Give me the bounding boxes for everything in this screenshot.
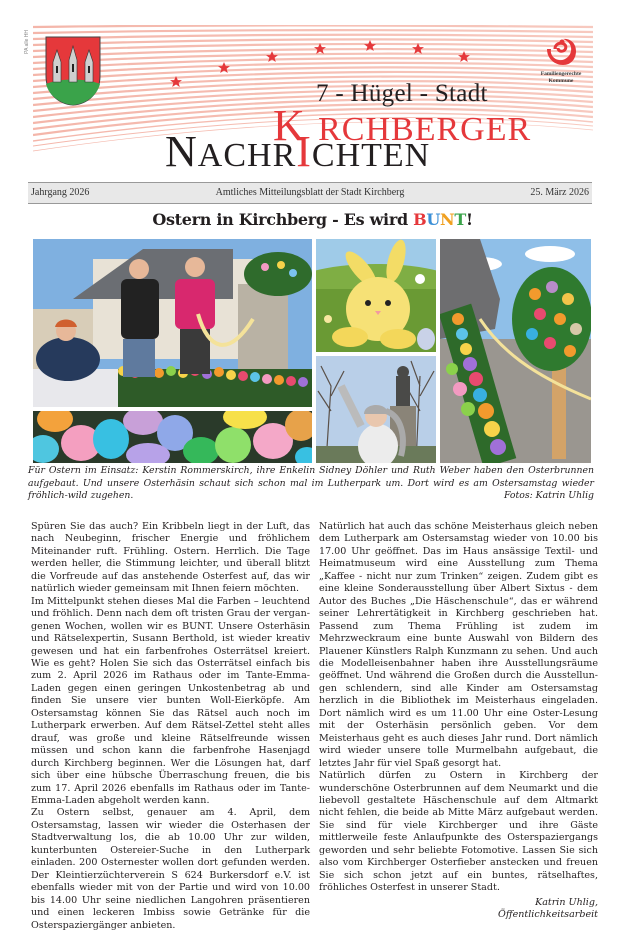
paragraph: Natürlich hat auch das schöne Meisterhaus gleich neben dem Lutherpark am Ostersamstag wieder von 10.00 bis 17.00 Uhr geöffnet. Das im Haus ansässige Textil- und Heimatmuseum wird eine Ausstellung zum Thema „Kaffee - nicht nur zum Trinken“ zeigen. Zudem gibt es eine kleine Sonderausstellung über Albert Sixtus - dem Autor des Buches „Die Häschenschule“, das er während seiner Lehrertätigkeit in Kirchberg geschrieben hat. Passend zum Thema Frühling ist zudem im Mehrzweckraum eine bunte Auswahl von Bildern des Plauener Künstlers Ralph Kunzmann zu sehen. Und auch die Modelleisenbahner haben ihre Ausstellungsräume geöffnet. Und während die Großen durch die Ausstellungen schlendern, sind alle Kinder am Ostersamstag herzlich in die Bibliothek im Meisterhaus eingeladen. Dort nämlich wird es um 11.00 Uhr eine Oster-Lesung mit der Osterhäsin persönlich geben. Vor dem Meisterhaus geht es auch dieses Jahr rund. Dort nämlich wird wieder unsere tolle Murmelbahn aufgebaut, die letztes Jahr für viel Spaß gesorgt hat. <box>319 521 598 769</box>
headline-exclamation: ! <box>465 210 473 229</box>
headline-bunt-n: N <box>440 210 455 229</box>
publication-type: Amtliches Mitteilungsblatt der Stadt Kirchberg <box>215 187 405 198</box>
star-icon <box>412 43 424 54</box>
issue-info-bar <box>28 182 592 204</box>
article-headline <box>0 210 625 229</box>
issue-date: 25. März 2026 <box>530 187 589 198</box>
photo-osterbrunnen-closeup <box>440 239 591 463</box>
star-icon <box>218 62 230 73</box>
star-icon <box>266 51 278 62</box>
star-icon <box>364 40 376 51</box>
masthead-subtitle: 7 - Hügel - Stadt <box>316 80 488 107</box>
photo-crochet-bunny <box>316 239 436 352</box>
family-badge-line2: Kommune <box>548 78 574 84</box>
paragraph: Spüren Sie das auch? Ein Kribbeln liegt in der Luft, das nach Neubeginn, frischer Energie und fröhlichem Miteinander ruft. Frühling. Ostern. Herrlich. Die Tage werden heller, die Stimmung leichter, und überall blitzt die Vorfreude auf das anstehende Osterfest auf, das wir natürlich wieder gemeinsam mit Ihnen feiern möchten. <box>31 521 310 595</box>
photo-credit: Fotos: Katrin Uhlig <box>503 490 594 502</box>
author-name: Katrin Uhlig, <box>535 896 598 908</box>
masthead-title-line1: K RCHBERGER <box>273 101 532 150</box>
family-swirl-icon <box>543 35 579 67</box>
star-icon <box>170 76 182 87</box>
headline-bunt-u: U <box>426 210 441 229</box>
caption-text: Für Ostern im Einsatz: Kerstin Rommerskirch, ihre Enkelin Sidney Döhler und Ruth Weber haben den Osterbrunnen aufgebaut. Und unsere Osterhäsin schaut sich schon mal im Lutherpark um. Dort wird es am Ostersamstag wieder fröhlich-wild zugehen. <box>28 465 594 502</box>
author-role: Öffentlichkeitsarbeit <box>498 909 598 921</box>
star-icon <box>314 43 326 54</box>
photo-collage <box>33 239 591 463</box>
photo-caption <box>28 465 594 503</box>
photo-painted-eggs <box>33 411 312 463</box>
family-badge-line1: Familiengerechte <box>540 71 582 77</box>
headline-text: Ostern in Kirchberg - Es wird <box>152 210 414 229</box>
article-column-right <box>319 521 598 922</box>
masthead <box>0 0 625 176</box>
paragraph: Zu Ostern selbst, genauer am 4. April, dem Ostersamstag, lassen wir wieder die Osterhasen der Stadtverwaltung los, die ab 10.00 Uhr zur wilden, kunterbunten Ostereier-Suche in den Lutherpark einladen. 200 Osternester wollen dort gefunden werden. Der Kleintierzüchterverein S 624 Burkersdorf e.V. ist ebenfalls wieder mit von der Partie und wird von 10.00 bis 14.00 Uhr seine niedlichen Langohren präsentieren und einen leckeren Imbiss sowie Getränke für die Osterspaziergänger anbieten. <box>31 807 310 931</box>
headline-bunt-t: T <box>454 210 466 229</box>
masthead-title-line2: NACHRICHTEN <box>165 127 431 176</box>
paragraph: Natürlich dürfen zu Ostern in Kirchberg der wunderschöne Osterbrunnen auf dem Neumarkt und die liebevoll gestaltete Häschenschule auf dem Altmarkt nicht fehlen, die beide ab Mitte März aufgebaut werden. Sie sind für viele Kirchberger und ihre Gäste mittlerweile feste Anlaufpunkte des Osterspaziergangs geworden und sehr beliebte Fotomotive. Lassen Sie sich also vom Kirchberger Osterfieber anstecken und freuen Sie sich schon jetzt auf ein buntes, rätselhaftes, fröhliches Osterfest in unserer Stadt. <box>319 770 598 894</box>
photo-easter-bunny-lutherpark <box>316 356 436 463</box>
family-friendly-badge <box>528 35 594 85</box>
article-column-left <box>31 521 310 932</box>
star-icon <box>458 51 470 62</box>
headline-bunt-b: B <box>413 210 427 229</box>
distribution-note: PA alle HH <box>24 30 30 54</box>
paragraph: Im Mittelpunkt stehen dieses Mal die Farben – leuchtend und fröhlich. Denn nach dem oft tristen Grau der vergangenen Wochen, wollen wir es BUNT. Unsere Osterhäsin und Rätselexpertin, Susann Berthold, ist wieder kreativ gewesen und hat ein farbenfrohes Osterrätsel kreiert. Wie es geht? Holen Sie sich das Osterrätsel einfach bis zum 2. April 2026 im Rathaus oder im Tante-Emma-Laden gegen einen geringen Unkostenbetrag ab und finden Sie unsere vier bunten Woll-Eierköpfe. Am Ostersamstag können Sie das Rätsel auch noch im Lutherpark erwerben. Auf dem Rätsel-Zettel steht alles drauf, was große und kleine Rätselfreunde wissen müssen und schon kann die farbenfrohe Hasenjagd durch Kirchberg beginnen. Wer die Lösungen hat, darf sich über eine hübsche Überraschung freuen, die bis zum 17. April 2026 ebenfalls im Rathaus oder im Tante-Emma-Laden abgeholt werden kann. <box>31 595 310 806</box>
photo-osterbrunnen-team <box>33 239 312 407</box>
issue-year: Jahrgang 2026 <box>31 187 90 198</box>
